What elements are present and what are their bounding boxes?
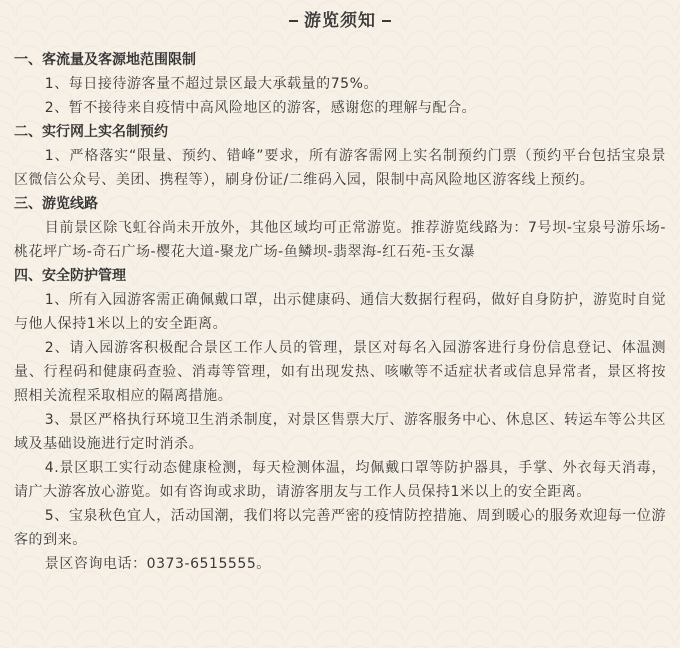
paragraph: 目前景区除飞虹谷尚未开放外，其他区域均可正常游览。推荐游览线路为：7号坝-宝泉号游乐场-桃花坪广场-奇石广场-樱花大道-聚龙广场-鱼鳞坝-翡翠海-红石苑-玉女瀑 [14, 220, 666, 260]
paragraph: 2、暂不接待来自疫情中高风险地区的游客，感谢您的理解与配合。 [44, 100, 477, 116]
section-tour-route [14, 192, 666, 264]
section-heading: 三、游览线路 [14, 196, 98, 212]
paragraph: 5、宝泉秋色宜人，活动国潮，我们将以完善严密的疫情防控措施、周到暖心的服务欢迎每一位游客的到来。 [14, 508, 666, 548]
paragraph: 1、严格落实“限量、预约、错峰”要求，所有游客需网上实名制预约门票（预约平台包括宝泉景区微信公众号、美团、携程等），刷身份证/二维码入园，限制中高风险地区游客线上预约。 [14, 148, 666, 188]
paragraph: 1、每日接待游客量不超过景区最大承载量的75%。 [44, 76, 379, 92]
title-right-dash [382, 20, 391, 22]
paragraph: 2、请入园游客积极配合景区工作人员的管理，景区对每名入园游客进行身份信息登记、体温测量、行程码和健康码查验、消毒等管理，如有出现发热、咳嗽等不适症状者或信息异常者，景区将按照相关流程采取相应的隔离措施。 [14, 340, 666, 404]
paragraph: 4.景区职工实行动态健康检测，每天检测体温，均佩戴口罩等防护器具，手掌、外衣每天消毒，请广大游客放心游览。如有咨询或求助，请游客朋友与工作人员保持1米以上的安全距离。 [14, 460, 666, 500]
section-reservation [14, 120, 666, 192]
section-visitor-limit [14, 48, 666, 120]
section-safety [14, 264, 666, 576]
title-left-dash [289, 20, 298, 22]
section-heading: 二、实行网上实名制预约 [14, 124, 168, 140]
page-title: 游览须知 [304, 11, 376, 31]
section-heading: 四、安全防护管理 [14, 268, 126, 284]
section-heading: 一、客流量及客源地范围限制 [14, 52, 196, 68]
contact-phone: 景区咨询电话：0373-6515555。 [44, 556, 271, 572]
title-row [14, 4, 666, 38]
paragraph: 1、所有入园游客需正确佩戴口罩，出示健康码、通信大数据行程码，做好自身防护，游览时自觉与他人保持1米以上的安全距离。 [14, 292, 666, 332]
paragraph: 3、景区严格执行环境卫生消杀制度，对景区售票大厅、游客服务中心、休息区、转运车等公共区域及基础设施进行定时消杀。 [14, 412, 666, 452]
